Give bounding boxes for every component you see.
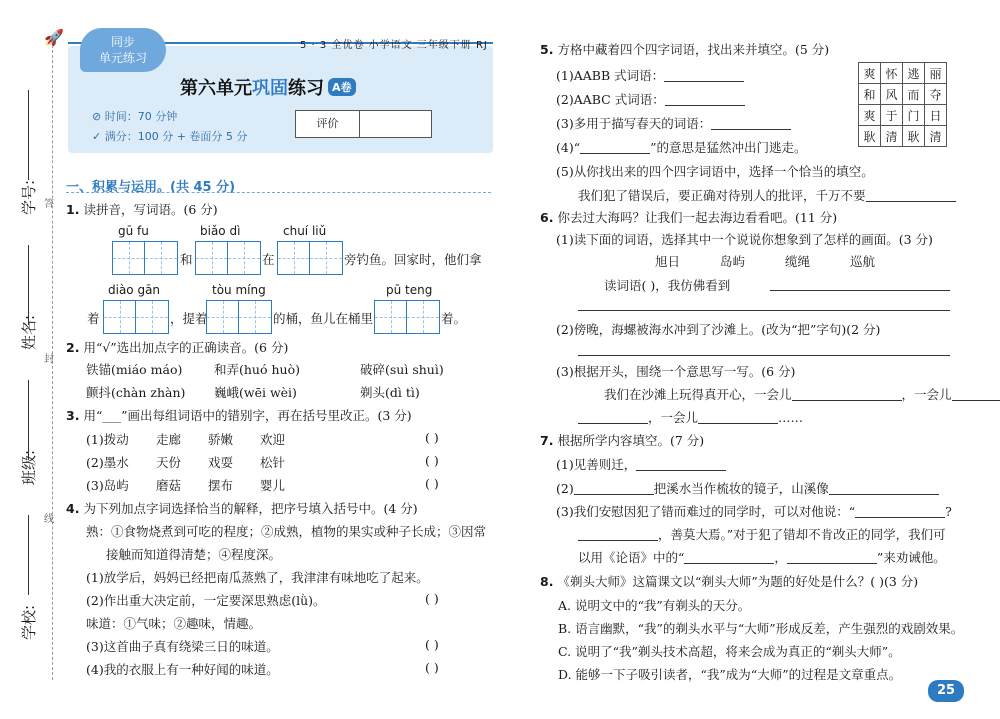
q6-answer-line-3[interactable] (578, 355, 950, 356)
q6-word-2: 岛屿 (720, 254, 746, 269)
q7-number: 7. (540, 433, 554, 448)
q1-text-tizhe: ，提着 (170, 311, 208, 326)
grid-cell: 日 (925, 105, 947, 126)
q6-number: 6. (540, 210, 554, 225)
q1-grid-2[interactable] (195, 241, 261, 275)
q5-item-1-text: (1)AABB 式词语： (556, 68, 665, 83)
q7-s5a: 以用《论语》中的“ (578, 550, 685, 565)
q7-s1: (1)见善则迁， (556, 457, 637, 472)
q5-blank-4[interactable] (580, 141, 650, 154)
school-label: 学校: (20, 604, 38, 640)
time-info (92, 108, 177, 124)
grid-cell: 清 (881, 126, 903, 147)
q7-s2a: (2) (556, 481, 574, 496)
q5-item-6 (578, 186, 956, 204)
q6-blank-b[interactable] (952, 388, 1000, 401)
q5-item-4-open: (4)“ (556, 140, 581, 155)
q7-s3q: ? (945, 504, 952, 519)
q7-s2b: 把溪水当作梳妆的镜子，山溪像 (653, 481, 829, 496)
q6-word-4: 巡航 (850, 254, 876, 269)
q3-row2-w1: (2)墨水 (86, 455, 129, 470)
grid-cell: 而 (903, 84, 925, 105)
q6-item-2: (2)傍晚，海螺被海水冲到了沙滩上。(改为“把”字句)(2 分) (556, 322, 881, 337)
q5-blank-1[interactable] (664, 69, 744, 82)
q3-row1-w1: (1)拨动 (86, 432, 129, 447)
q2-option-2[interactable]: 和弄(huó huò) (214, 362, 300, 377)
badge-line1: 同步 (110, 35, 135, 49)
q6-blank-a[interactable] (792, 388, 902, 401)
q3-row3-w1: (3)岛屿 (86, 478, 129, 493)
q4-number: 4. (66, 501, 80, 516)
margin-mark-line: 线 (44, 514, 54, 525)
q5-prompt (540, 40, 829, 58)
title-part-a: 第六单元 (180, 78, 252, 99)
q5-item-4 (556, 138, 807, 156)
grid-cell: 耿 (859, 126, 881, 147)
q6-item-1-answer: 读词语( )，我仿佛看到 (604, 278, 731, 293)
q7-text: 根据所学内容填空。(7 分) (557, 433, 705, 448)
q1-pinyin-5: tòu míng (212, 283, 266, 297)
q2-option-6[interactable]: 剃头(dì tì) (360, 385, 420, 400)
q3-row3-w2: 磨菇 (156, 478, 182, 493)
clock-icon: ⊘ (92, 110, 105, 123)
q6-item-1: (1)读下面的词语，选择其中一个说说你想象到了怎样的画面。(3 分) (556, 232, 933, 247)
q5-character-grid (858, 62, 947, 147)
q3-row2-answer[interactable]: ( ) (425, 453, 439, 468)
q3-row2-w2: 天份 (156, 455, 182, 470)
evaluation-box[interactable] (295, 110, 432, 138)
q2-option-5[interactable]: 巍峨(wēi wèi) (214, 385, 297, 400)
name-label: 姓名: (20, 314, 38, 350)
page-number: 25 (928, 680, 964, 702)
q7-item-2 (556, 479, 939, 497)
q8-option-c[interactable]: C. 说明了“我”剃头技术高超，将来会成为真正的“剃头大师”。 (558, 644, 901, 659)
q3-row1-w4: 欢迎 (260, 432, 286, 447)
q8-number: 8. (540, 574, 554, 589)
rocket-icon: 🚀 (44, 28, 64, 47)
q6-blank-d[interactable] (698, 411, 778, 424)
q1-text-pang: 旁钓鱼。回家时，他们拿 (344, 252, 482, 267)
q5-item-2 (556, 90, 745, 108)
q4-answer-2[interactable]: ( ) (425, 591, 439, 606)
title-part-b: 巩固 (252, 78, 288, 99)
q3-row2-w4: 松针 (260, 455, 286, 470)
q3-text: 用“___”画出每组词语中的错别字，再在括号里改正。(3 分) (83, 408, 412, 423)
q1-grid-3[interactable] (277, 241, 343, 275)
grid-cell: 怀 (881, 63, 903, 84)
class-label: 班级: (20, 449, 38, 485)
q6-word-3: 缆绳 (785, 254, 811, 269)
title-tag: A卷 (328, 78, 356, 96)
q5-item-5: (5)从你找出来的四个四字词语中，选择一个恰当的填空。 (556, 164, 874, 179)
q4-sentence-2: (2)作出重大决定前，一定要深思熟虑(lǜ)。 (86, 593, 326, 608)
q3-row1-w3: 骄嫩 (208, 432, 234, 447)
q1-text: 读拼音，写词语。(6 分) (83, 202, 218, 217)
q1-pinyin-4: diào gān (108, 283, 161, 297)
q1-grid-1[interactable] (112, 241, 178, 275)
q3-prompt (66, 406, 412, 424)
q4-definition-2: 接触而知道得清楚；④程度深。 (106, 547, 282, 562)
margin-mark-answer: 答 (44, 199, 54, 210)
q4-definition-3: 味道：①气味；②趣味，情趣。 (86, 616, 262, 631)
q2-option-3[interactable]: 破碎(suì shuì) (360, 362, 444, 377)
q2-prompt (66, 338, 288, 356)
unit-badge (80, 28, 166, 72)
q7-s5b: ， (774, 550, 787, 565)
q1-grid-4[interactable] (103, 300, 169, 334)
q1-text-zai: 在 (262, 252, 275, 267)
q4-definition-1: 熟：①食物烧煮到可吃的程度；②成熟，植物的果实或种子长成；③因常 (86, 524, 487, 539)
grid-cell: 于 (881, 105, 903, 126)
title-part-c: 练习 (288, 78, 324, 99)
q7-blank-1[interactable] (636, 458, 726, 471)
section-divider (66, 192, 491, 193)
q7-blank-2[interactable] (574, 482, 654, 495)
grid-cell: 丽 (925, 63, 947, 84)
score-info (92, 128, 247, 144)
q1-number: 1. (66, 202, 80, 217)
q4-text: 为下列加点字词选择恰当的解释，把序号填入括号中。(4 分) (83, 501, 418, 516)
q4-answer-3[interactable]: ( ) (425, 637, 439, 652)
q7-s3: (3)我们安慰因犯了错而难过的同学时，可以对他说：“ (556, 504, 856, 519)
student-id-label: 学号: (20, 179, 38, 215)
grid-cell: 风 (881, 84, 903, 105)
q7-prompt (540, 431, 704, 449)
q7-item-5 (578, 548, 946, 566)
q5-item-3-text: (3)多用于描写春天的词语： (556, 116, 712, 131)
q6-item-3: (3)根据开头，围绕一个意思写一写。(6 分) (556, 364, 796, 379)
q7-item-3 (556, 502, 952, 520)
q5-blank-3[interactable] (711, 117, 791, 130)
grid-cell: 耿 (903, 126, 925, 147)
grid-cell: 逃 (903, 63, 925, 84)
q8-option-a[interactable]: A. 说明文中的“我”有剃头的天分。 (558, 598, 751, 613)
q3-row3-answer[interactable]: ( ) (425, 476, 439, 491)
q6-word-1: 旭日 (655, 254, 681, 269)
q7-blank-7[interactable] (787, 551, 877, 564)
q4-sentence-3: (3)这首曲子真有绕梁三日的味道。 (86, 639, 279, 654)
q2-text: 用“√”选出加点字的正确读音。(6 分) (83, 340, 289, 355)
evaluation-label: 评价 (296, 111, 360, 137)
q3-number: 3. (66, 408, 80, 423)
q7-blank-4[interactable] (855, 505, 945, 518)
q6-text: 你去过大海吗？让我们一起去海边看看吧。(11 分) (557, 210, 838, 225)
q6-answer-line-2[interactable] (578, 310, 950, 311)
grid-cell: 和 (859, 84, 881, 105)
grid-cell: 门 (903, 105, 925, 126)
q6-s6: ，一会儿 (648, 410, 699, 425)
q4-answer-4[interactable]: ( ) (425, 660, 439, 675)
q5-item-2-text: (2)AABC 式词语： (556, 92, 665, 107)
page-title (180, 74, 356, 100)
q8-prompt (540, 572, 918, 590)
grid-cell: 清 (925, 126, 947, 147)
q6-s5a: 我们在沙滩上玩得真开心，一会儿 (604, 387, 792, 402)
school-line (28, 515, 29, 595)
section-title: 一、积累与运用。(共 45 分) (66, 180, 236, 195)
q6-s6b: …… (778, 410, 804, 425)
q5-number: 5. (540, 42, 554, 57)
q5-item-1 (556, 66, 744, 84)
q1-pinyin-1: gū fu (118, 224, 149, 238)
q7-s5c: ”来劝诫他。 (876, 550, 946, 565)
q7-blank-5[interactable] (578, 528, 658, 541)
grid-cell: 夺 (925, 84, 947, 105)
q6-s5b: ，一会儿 (901, 387, 952, 402)
q2-option-4[interactable]: 颤抖(chàn zhàn) (86, 385, 186, 400)
badge-line2: 单元练习 (98, 51, 147, 65)
q7-item-1 (556, 455, 726, 473)
q5-text: 方格中藏着四个四字词语，找出来并填空。(5 分) (557, 42, 830, 57)
class-line (28, 380, 29, 460)
q3-row3-w3: 摆布 (208, 478, 234, 493)
q1-text-zhe2: 着。 (441, 311, 467, 326)
student-id-line (28, 90, 29, 180)
q3-row1-w2: 走廊 (156, 432, 182, 447)
q4-sentence-4: (4)我的衣服上有一种好闻的味道。 (86, 662, 279, 677)
q1-grid-6[interactable] (374, 300, 440, 334)
score-text: 满分：100 分 + 卷面分 5 分 (104, 130, 248, 143)
q1-pinyin-2: biǎo dì (200, 224, 241, 238)
q7-blank-6[interactable] (684, 551, 774, 564)
grid-cell: 爽 (859, 63, 881, 84)
q2-option-1[interactable]: 铁锚(miáo máo) (86, 362, 183, 377)
q1-pinyin-3: chuí liǔ (283, 224, 327, 238)
q1-pinyin-6: pū teng (386, 283, 433, 297)
name-line (28, 245, 29, 325)
q2-number: 2. (66, 340, 80, 355)
q5-blank-6[interactable] (866, 189, 956, 202)
q4-sentence-1: (1)放学后，妈妈已经把南瓜蒸熟了，我津津有味地吃了起来。 (86, 570, 429, 585)
q7-blank-3[interactable] (829, 482, 939, 495)
q3-row1-answer[interactable]: ( ) (425, 430, 439, 445)
q5-item-3 (556, 114, 791, 132)
q8-text: 《剃头大师》这篇课文以“剃头大师”为题的好处是什么？( )(3 分) (557, 574, 919, 589)
check-icon: ✓ (92, 130, 105, 143)
margin-mark-seal: 封 (44, 354, 54, 365)
q6-answer-line-1[interactable] (770, 290, 950, 291)
q1-text-he: 和 (180, 252, 193, 267)
q3-row3-w4: 婴儿 (260, 478, 286, 493)
q4-prompt (66, 499, 418, 517)
q6-prompt (540, 208, 837, 226)
q7-item-4 (578, 525, 946, 543)
q5-blank-2[interactable] (665, 93, 745, 106)
q1-prompt (66, 200, 218, 218)
q1-text-zhe: 着 (87, 311, 100, 326)
q5-item-4-text: ”的意思是猛然冲出门逃走。 (650, 140, 807, 155)
grid-cell: 爽 (859, 105, 881, 126)
q5-item-6-text: 我们犯了错误后，要正确对待别人的批评，千万不要 (578, 188, 866, 203)
time-text: 时间：70 分钟 (104, 110, 178, 123)
q7-s4: ，善莫大焉。”对于犯了错却不肯改正的同学，我们可 (658, 527, 946, 542)
q8-option-d[interactable]: D. 能够一下子吸引读者，“我”成为“大师”的过程是文章重点。 (558, 667, 902, 682)
q6-item-3-line2 (578, 408, 803, 426)
book-info: 5 · 3 全优卷 小学语文 三年级下册 RJ (300, 40, 488, 51)
q1-text-tong: 的桶，鱼儿在桶里 (273, 311, 374, 326)
q1-grid-5[interactable] (206, 300, 272, 334)
q3-row2-w3: 戏耍 (208, 455, 234, 470)
q8-option-b[interactable]: B. 语言幽默，“我”的剃头水平与“大师”形成反差，产生强烈的戏剧效果。 (558, 621, 964, 636)
q6-blank-c[interactable] (578, 411, 648, 424)
q6-item-3-line1 (604, 385, 1000, 403)
